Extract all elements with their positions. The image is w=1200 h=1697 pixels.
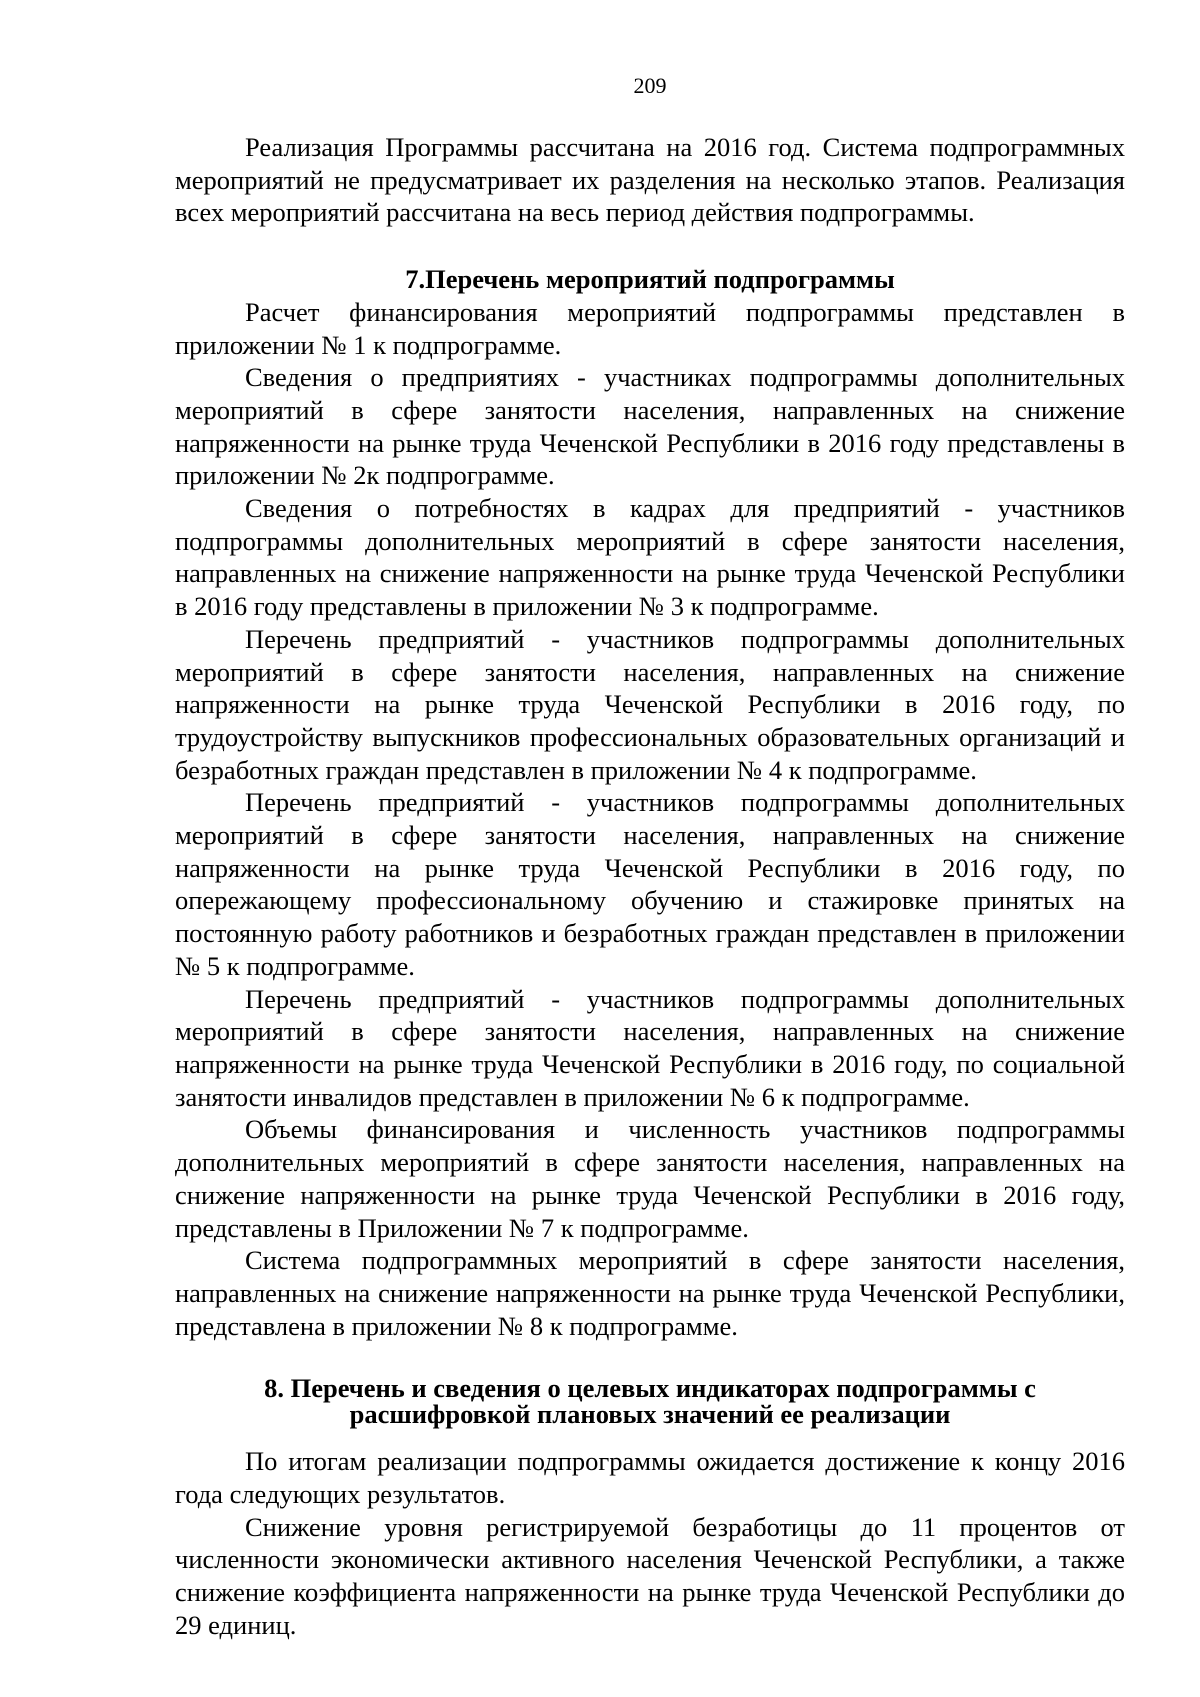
section-7-paragraph-1: Расчет финансирования мероприятий подпрограммы представлен в приложении № 1 к подпрограмме. [175,296,1125,360]
document-body [175,131,1125,1642]
intro-paragraph: Реализация Программы рассчитана на 2016 год. Система подпрограммных мероприятий не предусматривает их разделения на несколько этапов. Реализация всех мероприятий рассчитана на весь период действия подпрограммы. [175,132,1125,228]
section-7-paragraph-3: Сведения о потребностях в кадрах для предприятий - участников подпрограммы дополнительных мероприятий в сфере занятости населения, направленных на снижение напряженности на рынке труда Чеченской Республики в 2016 году представлены в приложении № 3 к подпрограмме. [175,493,1125,622]
page-number: 209 [633,73,667,98]
section-7-paragraph-4: Перечень предприятий - участников подпрограммы дополнительных мероприятий в сфере занятости населения, направленных на снижение напряженности на рынке труда Чеченской Республики в 2016 году, по трудоустройству выпускников профессиональных образовательных организаций и безработных граждан представлен в приложении № 4 к подпрограмме. [175,623,1125,785]
section-7-paragraph-8: Система подпрограммных мероприятий в сфере занятости населения, направленных на снижение напряженности на рынке труда Чеченской Республики, представлена в приложении № 8 к подпрограмме. [175,1245,1125,1341]
section-8-paragraph-1: По итогам реализации подпрограммы ожидается достижение к концу 2016 года следующих результатов. [175,1446,1125,1510]
section-8-heading [175,1373,1125,1430]
section-7-paragraph-2: Сведения о предприятиях - участниках подпрограммы дополнительных мероприятий в сфере занятости населения, направленных на снижение напряженности на рынке труда Чеченской Республики в 2016 году представлены в приложении № 2к подпрограмме. [175,362,1125,491]
section-7-paragraph-6: Перечень предприятий - участников подпрограммы дополнительных мероприятий в сфере занятости населения, направленных на снижение напряженности на рынке труда Чеченской Республики в 2016 году, по социальной занятости инвалидов представлен в приложении № 6 к подпрограмме. [175,983,1125,1112]
section-7-paragraph-5: Перечень предприятий - участников подпрограммы дополнительных мероприятий в сфере занятости населения, направленных на снижение напряженности на рынке труда Чеченской Республики в 2016 году, по опережающему профессиональному обучению и стажировке принятых на постоянную работу работников и безработных граждан представлен в приложении № 5 к подпрограмме. [175,787,1125,981]
section-7-heading: 7.Перечень мероприятий подпрограммы [405,264,895,295]
section-8-heading-line-1: 8. Перечень и сведения о целевых индикаторах подпрограммы с [264,1373,1036,1404]
section-8-paragraph-2: Снижение уровня регистрируемой безработицы до 11 процентов от численности экономически активного населения Чеченской Республики, а также снижение коэффициента напряженности на рынке труда Чеченской Республики до 29 единиц. [175,1511,1125,1640]
section-7-paragraph-7: Объемы финансирования и численность участников подпрограммы дополнительных мероприятий в сфере занятости населения, направленных на снижение напряженности на рынке труда Чеченской Республики в 2016 году, представлены в Приложении № 7 к подпрограмме. [175,1114,1125,1243]
section-8-heading-line-2: расшифровкой плановых значений ее реализации [349,1399,951,1430]
